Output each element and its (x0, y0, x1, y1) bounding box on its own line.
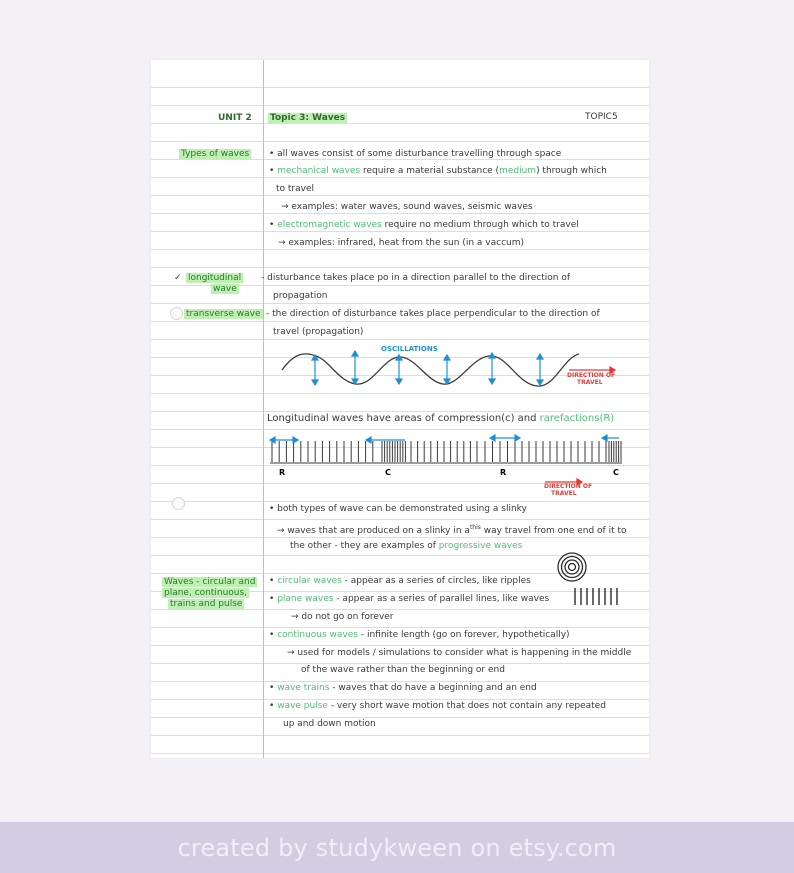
long-label-r2: R (500, 468, 507, 477)
plane-sub-line: → do not go on forever (291, 612, 394, 622)
plane-green: plane waves (277, 594, 334, 604)
slinky-line-3-green: progressive waves (438, 541, 523, 551)
margin-waves-1-text: Waves - circular and (164, 577, 256, 587)
line-6: → examples: infrared, heat from the sun (in a vaccum) (278, 238, 524, 248)
line-5-bullet: • (269, 220, 275, 230)
oscillations-label: OSCILLATIONS (381, 345, 438, 353)
continuous-line (269, 629, 570, 641)
circular-green: circular waves (277, 576, 342, 586)
continuous-sub-line-1: → used for models / simulations to consider what is happening in the middle (287, 648, 632, 658)
long-direction-label-1: DIRECTION OF (544, 483, 593, 490)
topic-label: TOPIC5 (585, 112, 618, 122)
oscillation-arrows (312, 351, 543, 385)
longitudinal-lines (272, 441, 621, 462)
wave-pulse-sub-line: up and down motion (283, 719, 376, 729)
line-7: - disturbance takes place po in a direction parallel to the direction of (261, 273, 570, 283)
wave-pulse-bullet: • (269, 701, 275, 711)
line-2-green2: medium (499, 166, 537, 176)
circular-waves-icon (558, 553, 586, 581)
check-icon: ✓ (174, 273, 182, 283)
long-arrow-2-head (366, 437, 371, 443)
margin-longitudinal-text: longitudinal (188, 273, 242, 283)
long-label-c1: C (385, 468, 391, 477)
line-2-bullet: • (269, 166, 275, 176)
line-9: - the direction of disturbance takes place perpendicular to the direction of (266, 309, 600, 319)
direction-label-1: DIRECTION OF (567, 372, 616, 379)
plane-waves-icon (575, 588, 617, 605)
margin-types-of-waves-text: Types of waves (181, 149, 250, 159)
line-2-b: ) through which (536, 166, 607, 176)
footer-text: created by studykween on etsy.com (177, 833, 617, 862)
wave-pulse-rest: - very short wave motion that does not contain any repeated (330, 701, 606, 711)
line-2-green: mechanical waves (277, 166, 361, 176)
longitudinal-heading-green: rarefactions(R) (539, 413, 615, 424)
line-3: to travel (276, 184, 315, 194)
line-8: propagation (273, 291, 328, 301)
continuous-sub-line-2: of the wave rather than the beginning or end (301, 665, 505, 675)
long-arrow-4-head (602, 435, 607, 441)
margin-transverse-text: transverse wave (186, 309, 261, 319)
slinky-line-1: • both types of wave can be demonstrated using a slinky (269, 504, 527, 514)
footer-banner (0, 822, 794, 873)
slinky-line-2-b: way travel from one end of it to (483, 526, 627, 536)
longitudinal-heading-a: Longitudinal waves have areas of compression(c) and (267, 413, 537, 424)
topic-title-text: Topic 3: Waves (270, 113, 346, 123)
slinky-line-2-a: → waves that are produced on a slinky in a (277, 526, 470, 536)
longitudinal-heading (267, 413, 614, 425)
line-10: travel (propagation) (273, 327, 364, 337)
notebook-page (151, 60, 649, 758)
slinky-line-3-a: the other - they are examples of (290, 541, 436, 551)
long-direction-label-2: TRAVEL (551, 490, 577, 497)
plane-rest: - appear as a series of parallel lines, like waves (336, 594, 550, 604)
circular-rest: - appear as a series of circles, like ripples (344, 576, 531, 586)
margin-longitudinal-2-text: wave (213, 284, 237, 294)
wave-pulse-line (269, 700, 606, 712)
line-1: • all waves consist of some disturbance travelling through space (269, 149, 562, 159)
long-label-c2: C (613, 468, 619, 477)
circular-bullet: • (269, 576, 275, 586)
margin-waves-3-text: trains and pulse (170, 599, 243, 609)
direction-label-2: TRAVEL (577, 379, 603, 386)
continuous-rest: - infinite length (go on forever, hypothetically) (360, 630, 570, 640)
line-4: → examples: water waves, sound waves, seismic waves (281, 202, 533, 212)
wave-trains-line (269, 682, 537, 694)
line-2-a: require a material substance ( (363, 166, 500, 176)
margin-waves-2-text: plane, continuous, (164, 588, 248, 598)
slinky-line-2-super: this (469, 524, 481, 531)
plane-bullet: • (269, 594, 275, 604)
slinky-line-3 (290, 540, 522, 552)
plane-line (269, 593, 549, 605)
wave-trains-green: wave trains (277, 683, 330, 693)
line-5-rest: require no medium through which to travel (384, 220, 579, 230)
continuous-green: continuous waves (277, 630, 358, 640)
transverse-wave-curve (282, 354, 579, 386)
wave-pulse-green: wave pulse (277, 701, 328, 711)
unit-label: UNIT 2 (218, 113, 252, 123)
long-label-r1: R (279, 468, 286, 477)
continuous-bullet: • (269, 630, 275, 640)
circular-line (269, 575, 531, 587)
slinky-line-2 (277, 522, 627, 537)
wave-trains-bullet: • (269, 683, 275, 693)
line-5-green: electromagnetic waves (277, 220, 382, 230)
wave-trains-rest: - waves that do have a beginning and an end (332, 683, 537, 693)
